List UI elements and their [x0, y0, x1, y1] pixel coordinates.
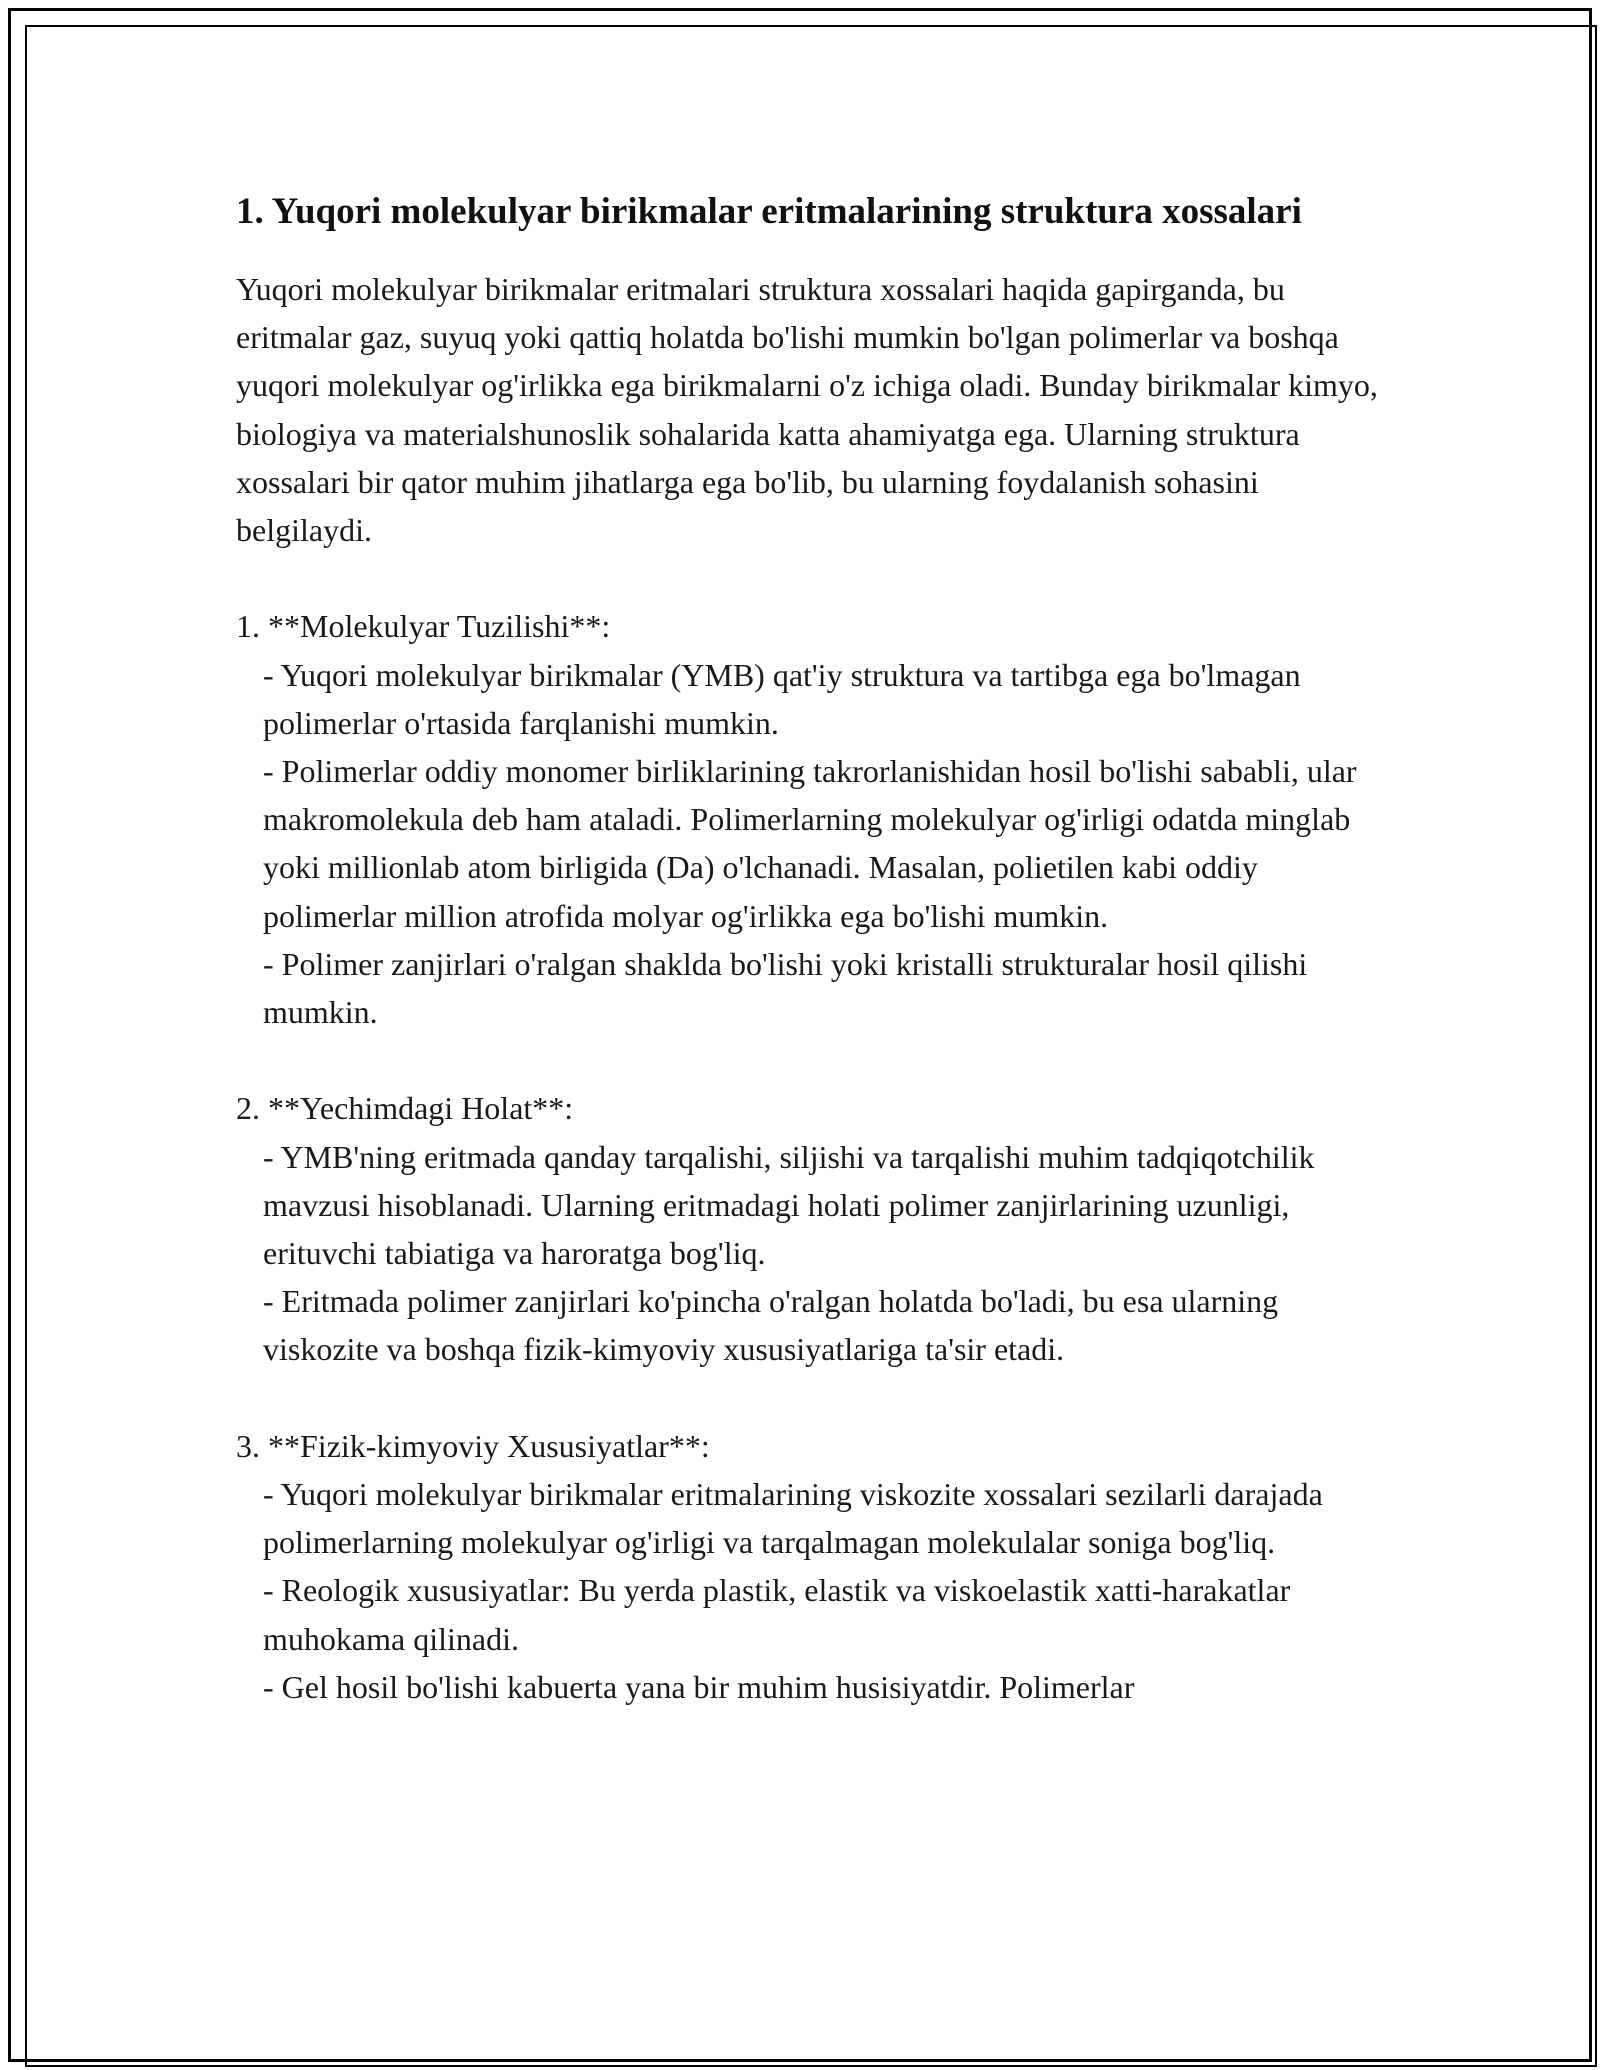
section-heading: 1. **Molekulyar Tuzilishi**:: [236, 608, 611, 645]
list-item: - Yuqori molekulyar birikmalar eritmalarining viskozite xossalari sezilarli darajada polimerlarning molekulyar og'irligi va tarqalmagan molekulalar soniga bog'liq.: [263, 1476, 1331, 1561]
section-heading: 3. **Fizik-kimyoviy Xususiyatlar**:: [236, 1427, 710, 1464]
list-item: - Polimerlar oddiy monomer birliklarining takrorlanishidan hosil bo'lishi sababli, ular makromolekula deb ham ataladi. Polimerlarning molekulyar og'irligi odatda minglab yoki millionlab atom birligida (Da) o'lchanadi. Masalan, polietilen kabi oddiy polimerlar million atrofida molyar og'irlikka ega bo'lishi mumkin.: [263, 753, 1365, 934]
list-item: - Reologik xususiyatlar: Bu yerda plastik, elastik va viskoelastik xatti-harakatlar muhokama qilinadi.: [263, 1572, 1299, 1657]
list-item: - Yuqori molekulyar birikmalar (YMB) qat'iy struktura va tartibga ega bo'lmagan polimerlar o'rtasida farqlanishi mumkin.: [263, 656, 1309, 741]
spacer: [236, 1374, 1386, 1422]
document-body: [236, 184, 1386, 1711]
document-title: 1. Yuqori molekulyar birikmalar eritmalarining struktura xossalari: [236, 191, 1302, 232]
section-heading: 2. **Yechimdagi Holat**:: [236, 1090, 574, 1127]
list-item: - Gel hosil bo'lishi kabuerta yana bir muhim husisiyatdir. Polimerlar: [263, 1668, 1135, 1705]
spacer: [236, 1036, 1386, 1084]
section-physicochemical-properties: [236, 1422, 1386, 1711]
section-solution-state: [236, 1084, 1386, 1373]
section-molecular-structure: [236, 602, 1386, 1036]
list-item: - Eritmada polimer zanjirlari ko'pincha o'ralgan holatda bo'ladi, bu esa ularning viskozite va boshqa fizik-kimyoviy xususiyatlariga ta'sir etadi.: [263, 1283, 1287, 1368]
spacer: [236, 554, 1386, 602]
list-item: - YMB'ning eritmada qanday tarqalishi, siljishi va tarqalishi muhim tadqiqotchilik mavzusi hisoblanadi. Ularning eritmadagi holati polimer zanjirlarining uzunligi, erituvchi tabiatiga va haroratga bog'liq.: [263, 1138, 1323, 1272]
intro-paragraph: Yuqori molekulyar birikmalar eritmalari struktura xossalari haqida gapirganda, bu eritmalar gaz, suyuq yoki qattiq holatda bo'lishi mumkin bo'lgan polimerlar va boshqa yuqori molekulyar og'irlikka ega birikmalarni o'z ichiga oladi. Bunday birikmalar kimyo, biologiya va materialshunoslik sohalarida katta ahamiyatga ega. Ularning struktura xossalari bir qator muhim jihatlarga ega bo'lib, bu ularning foydalanish sohasini belgilaydi.: [236, 271, 1386, 549]
list-item: - Polimer zanjirlari o'ralgan shaklda bo'lishi yoki kristalli strukturalar hosil qilishi mumkin.: [263, 945, 1316, 1031]
